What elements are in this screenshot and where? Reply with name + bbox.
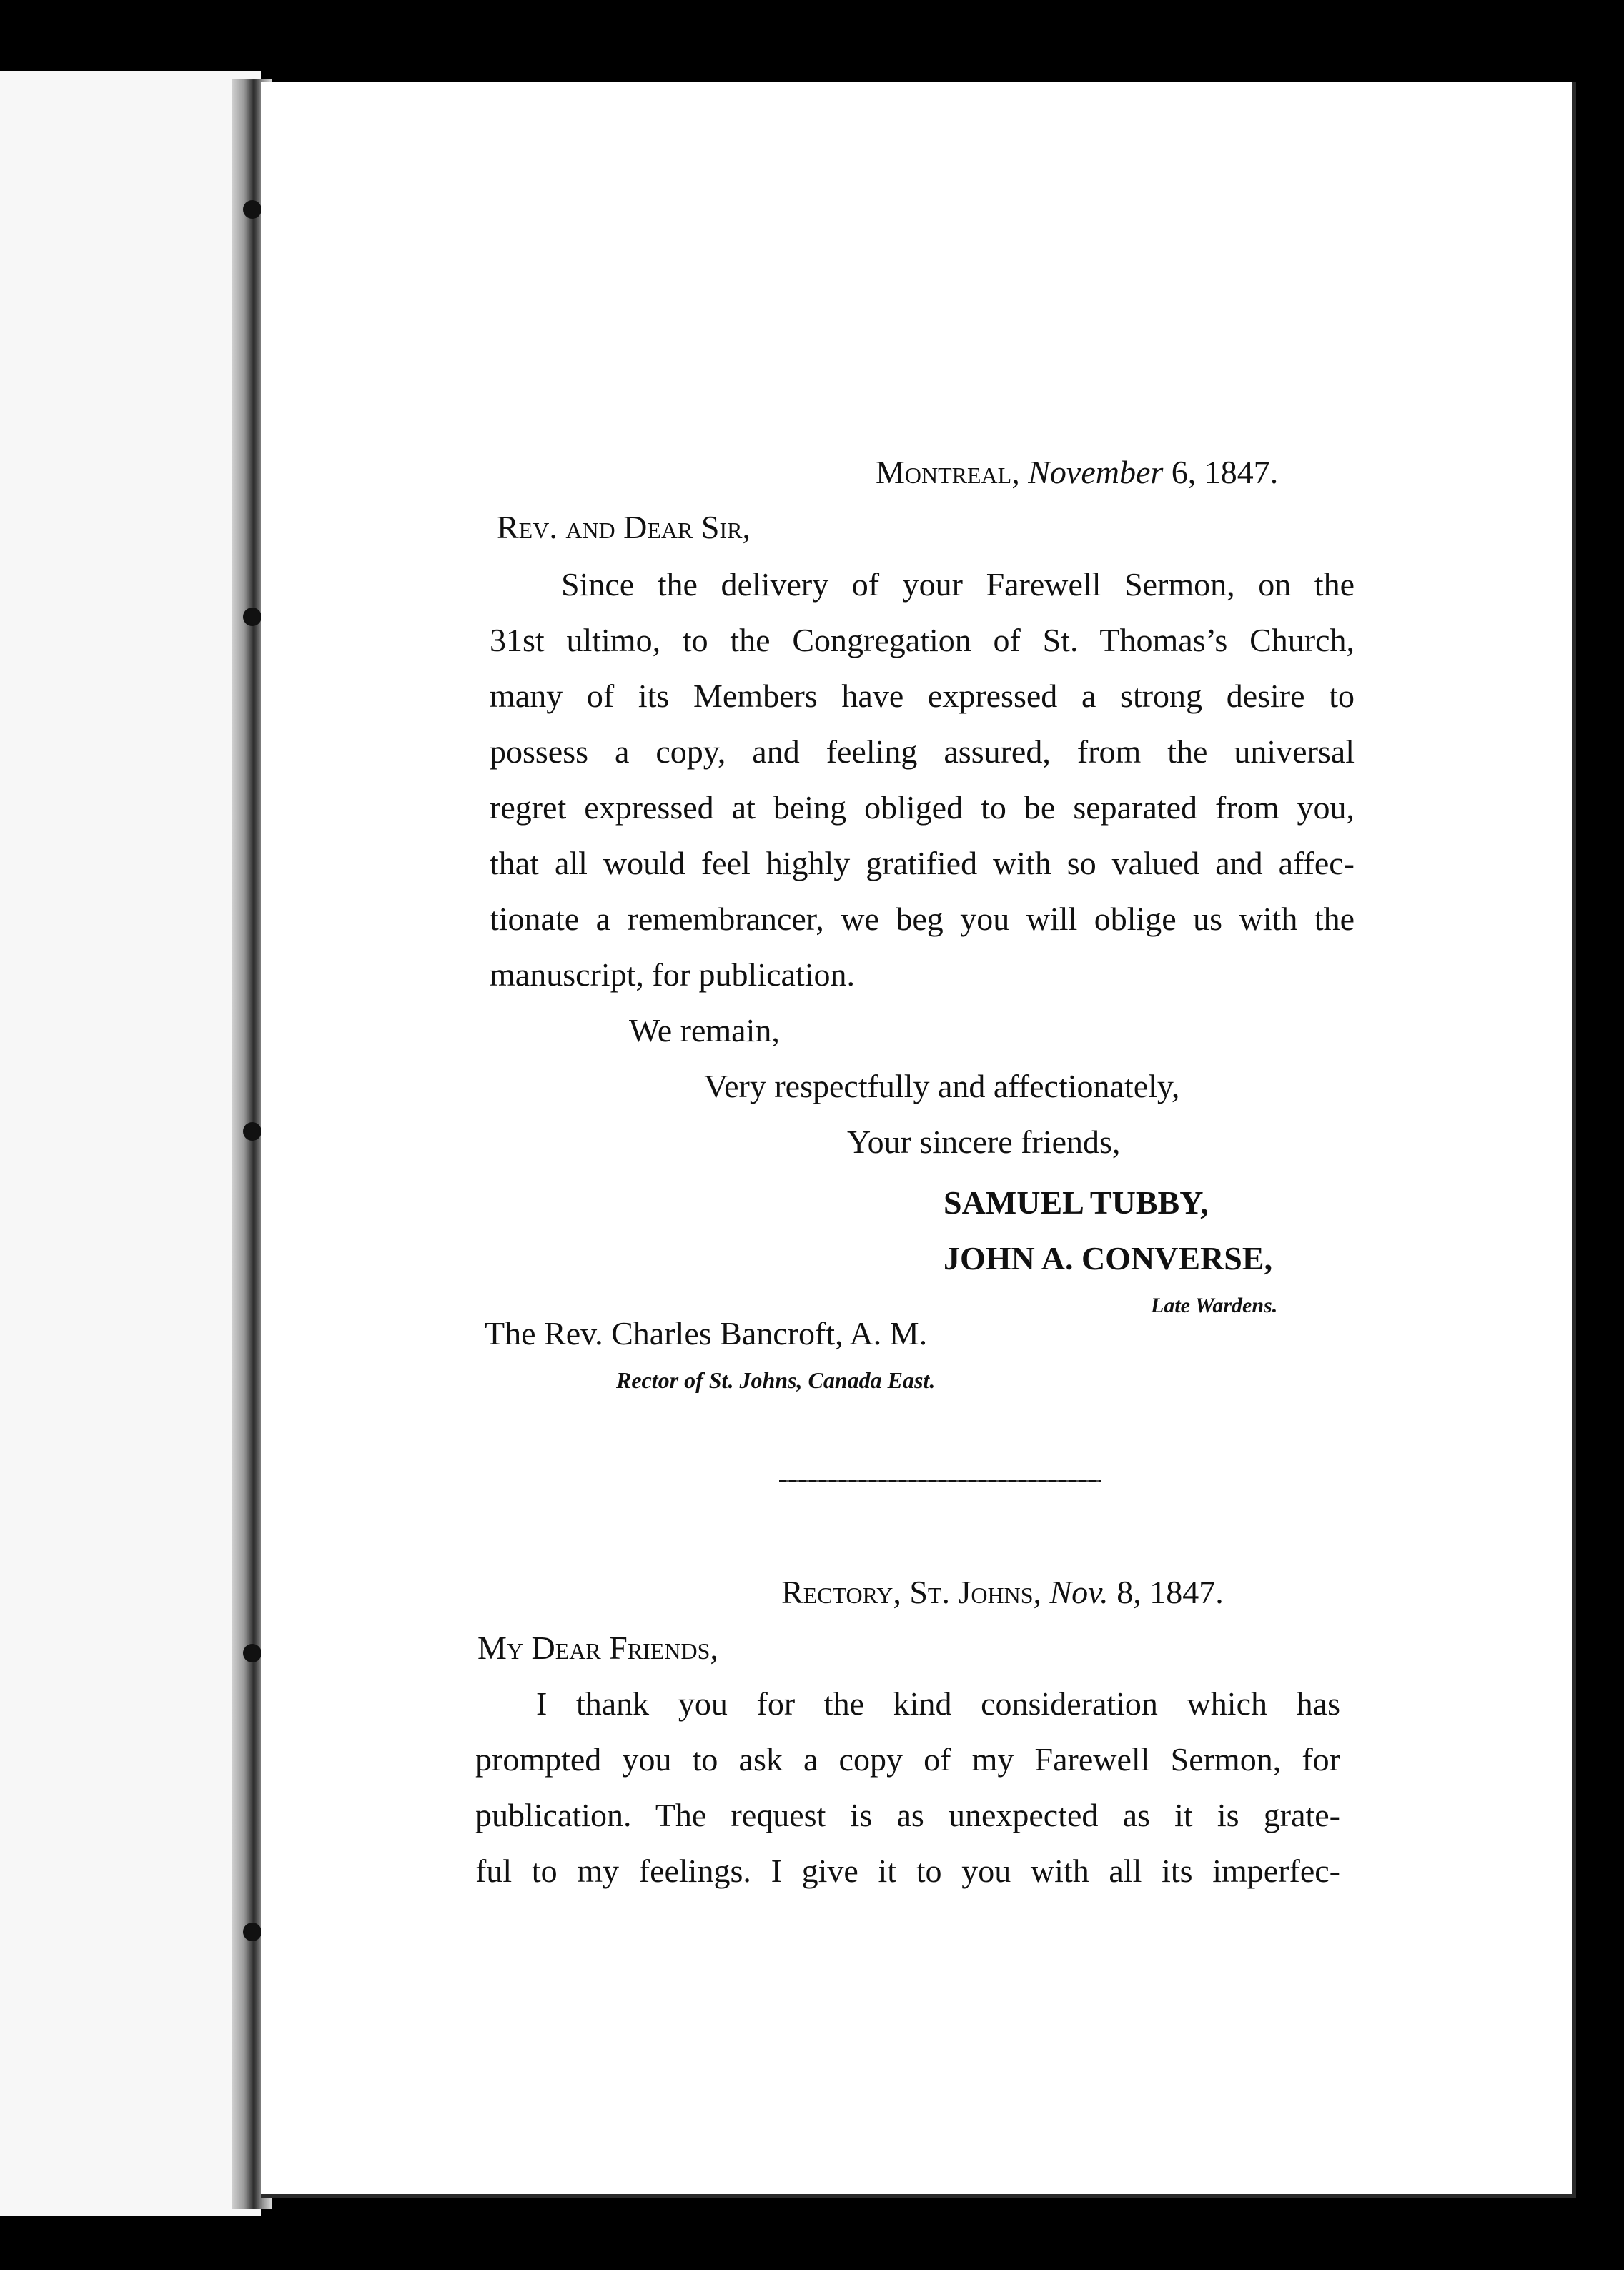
binding-thread-icon (243, 608, 262, 626)
letter2-body-line: publication. The request is as unexpected as it is grate- (475, 1797, 1340, 1833)
binding-thread-icon (243, 1644, 262, 1662)
letter1-body-line: 31st ultimo, to the Congregation of St. Thomas’s Church, (490, 622, 1355, 658)
letter1-closing: Very respectfully and affectionately, (704, 1068, 1180, 1104)
letter1-body-line: many of its Members have expressed a strong desire to (490, 678, 1355, 714)
binding-thread-icon (243, 200, 262, 219)
letter2-body-line: prompted you to ask a copy of my Farewell Sermon, for (475, 1741, 1340, 1778)
letter1-addressee-name: The Rev. Charles Bancroft, A. M. (485, 1315, 928, 1352)
letter2-dateline (781, 1576, 1224, 1609)
letter1-signatory: SAMUEL TUBBY, (944, 1184, 1209, 1221)
letter1-dateline-place: Montreal, (876, 454, 1020, 490)
letter2-dateline-month: Nov. (1049, 1574, 1109, 1610)
letter1-salutation: Rev. and Dear Sir, (497, 509, 751, 545)
binding-thread-icon (243, 1923, 262, 1941)
letter1-body-line: tionate a remembrancer, we beg you will oblige us with the (490, 901, 1355, 937)
facing-page-edge (0, 71, 261, 2216)
letter1-body-line: Since the delivery of your Farewell Sermon, on the (561, 566, 1355, 603)
letter1-body-line: regret expressed at being obliged to be separated from you, (490, 789, 1355, 826)
letter2-body-line: ful to my feelings. I give it to you with all its imperfec- (475, 1853, 1340, 1889)
letter1-addressee-title: Rector of St. Johns, Canada East. (616, 1367, 936, 1393)
letter1-signatory-title: Late Wardens. (1151, 1294, 1278, 1317)
letter1-body-line: manuscript, for publication. (490, 956, 855, 993)
letter1-closing: Your sincere friends, (847, 1124, 1121, 1160)
letter1-body-line: that all would feel highly gratified with so valued and affec- (490, 845, 1355, 881)
letter1-dateline-year: 6, 1847. (1171, 454, 1279, 490)
letter2-body-line: I thank you for the kind consideration which has (536, 1685, 1340, 1722)
letter1-body-line: possess a copy, and feeling assured, from the universal (490, 733, 1355, 770)
letter1-signatory: JOHN A. CONVERSE, (944, 1240, 1273, 1277)
letter1-dateline-month: November (1028, 454, 1164, 490)
letter2-dateline-year: 8, 1847. (1116, 1574, 1224, 1610)
letter1-dateline (876, 456, 1278, 489)
letter2-dateline-place: Rectory, St. Johns, (781, 1574, 1041, 1610)
section-divider (779, 1480, 1101, 1482)
letter1-closing: We remain, (629, 1012, 780, 1049)
binding-thread-icon (243, 1122, 262, 1141)
letter2-salutation: My Dear Friends, (477, 1630, 718, 1666)
